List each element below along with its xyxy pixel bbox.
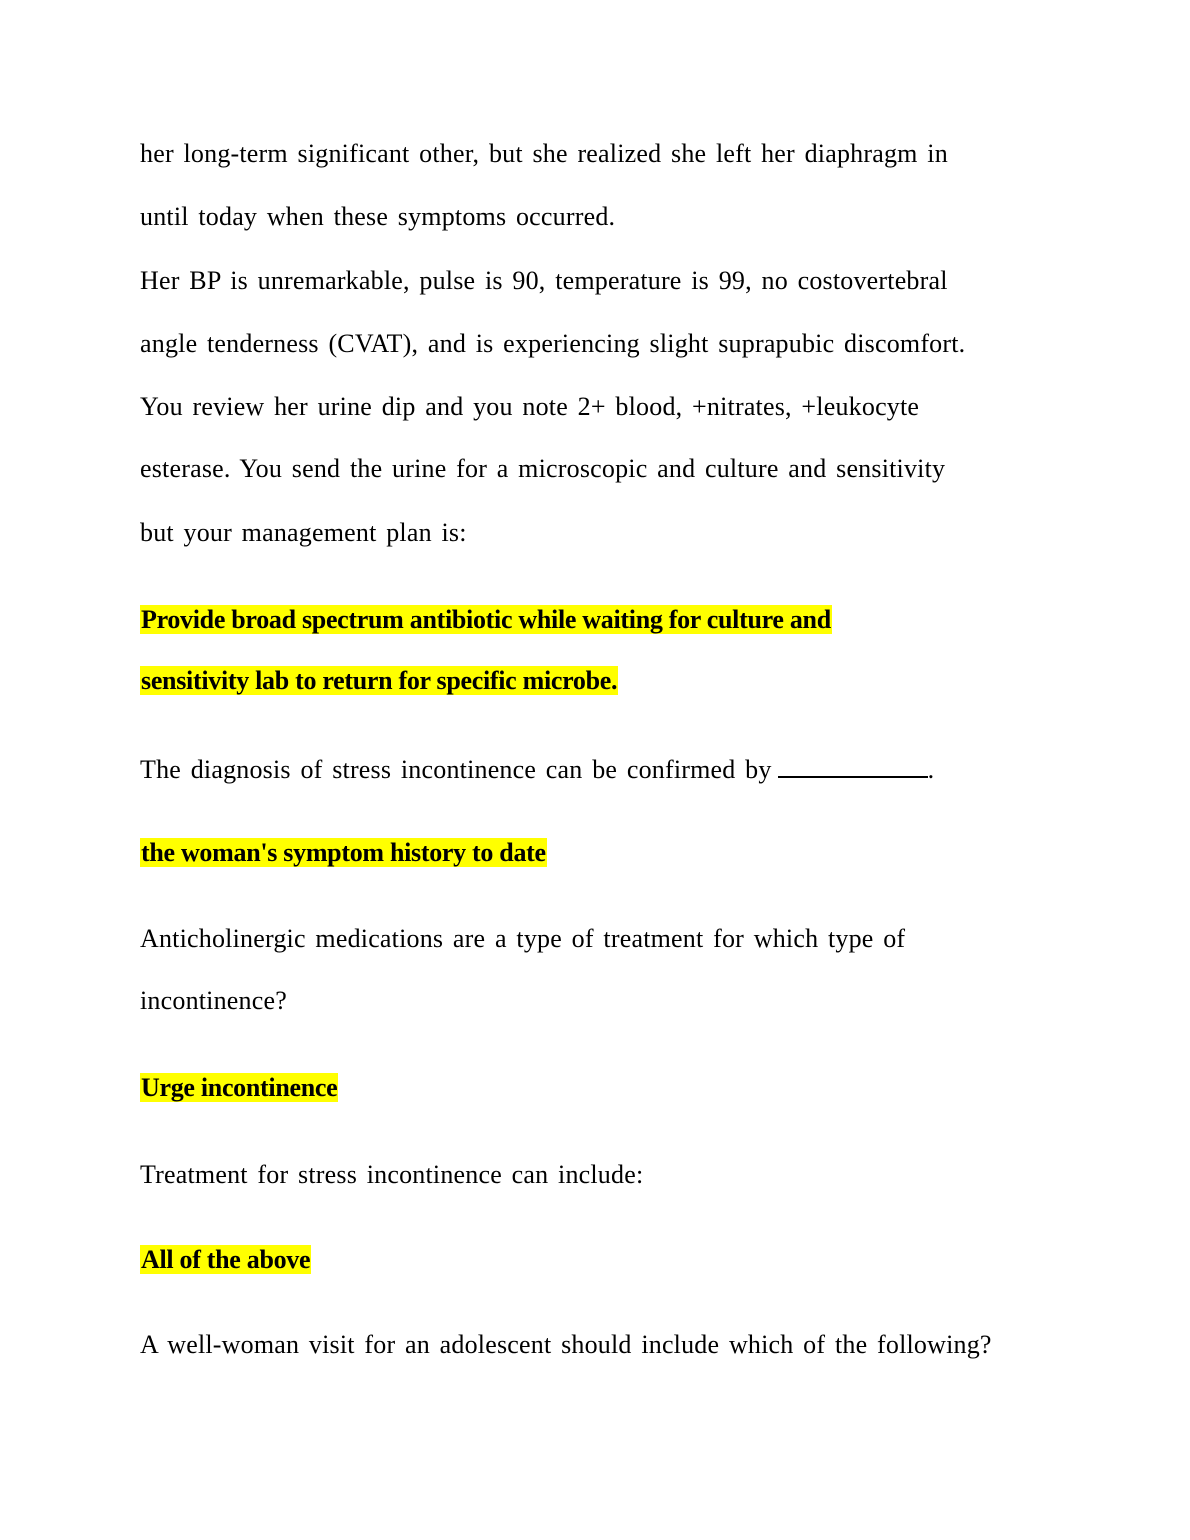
answer-blank (778, 754, 928, 778)
answer-text: Urge incontinence (141, 1073, 338, 1102)
text-line: angle tenderness (CVAT), and is experiencing slight suprapubic discomfort. (140, 329, 966, 358)
highlighted-answer (140, 664, 618, 698)
text-line: Anticholinergic medications are a type of treatment for which type of (140, 924, 906, 953)
highlighted-answer (140, 603, 832, 637)
answer-text: Provide broad spectrum antibiotic while waiting for culture and (141, 605, 831, 634)
text-line: Treatment for stress incontinence can include: (140, 1160, 644, 1189)
text-line: You review her urine dip and you note 2+ blood, +nitrates, +leukocyte (140, 392, 920, 421)
text-line: until today when these symptoms occurred. (140, 202, 616, 231)
text-line: esterase. You send the urine for a microscopic and culture and sensitivity (140, 454, 946, 483)
text-line: but your management plan is: (140, 518, 467, 547)
answer-text: the woman's symptom history to date (141, 838, 546, 867)
question-line (140, 753, 934, 787)
question-text: The diagnosis of stress incontinence can be confirmed by (140, 755, 772, 784)
question-end: . (927, 755, 935, 784)
highlighted-answer (140, 1243, 311, 1277)
answer-text: sensitivity lab to return for specific microbe. (141, 666, 618, 695)
highlighted-answer (140, 1071, 338, 1105)
text-line: her long-term significant other, but she realized she left her diaphragm in (140, 139, 948, 168)
text-line: Her BP is unremarkable, pulse is 90, temperature is 99, no costovertebral (140, 266, 948, 295)
text-line: incontinence? (140, 986, 287, 1015)
text-line: A well-woman visit for an adolescent should include which of the following? (140, 1330, 992, 1359)
answer-text: All of the above (141, 1245, 311, 1274)
highlighted-answer (140, 836, 547, 870)
